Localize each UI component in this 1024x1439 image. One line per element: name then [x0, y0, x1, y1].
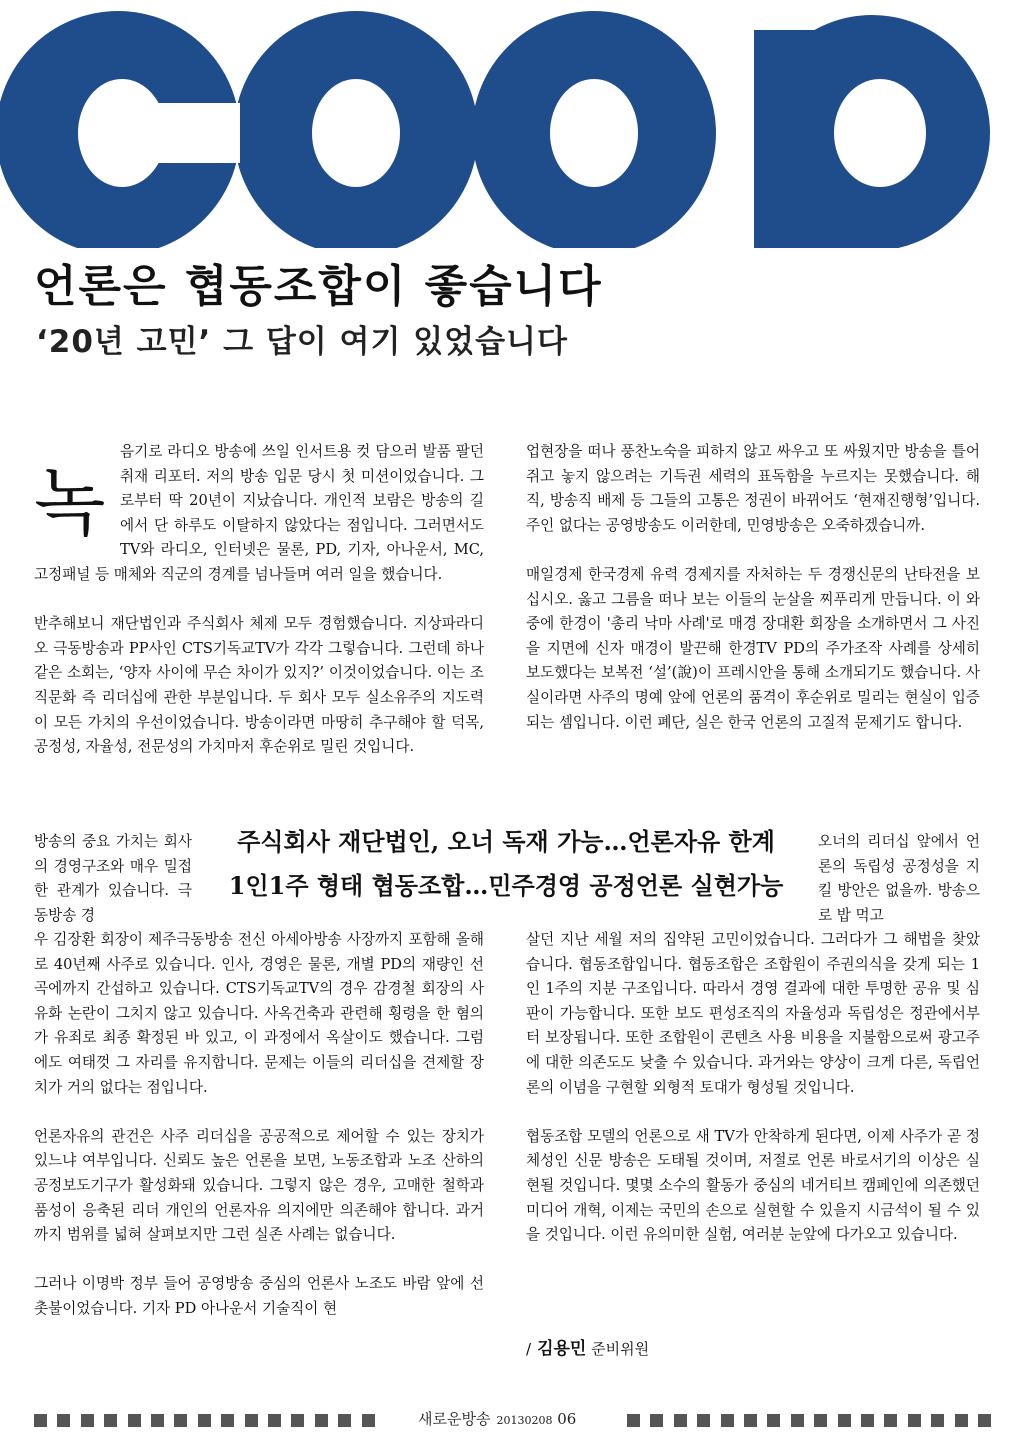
- paragraph-text: 방송의 중요 가치는 회사의 경영구조와 매우 밀접한 관계가 있습니다. 극동방송 경: [34, 833, 192, 924]
- column-right-top: [526, 440, 980, 735]
- pull-quote-line: 주식회사 재단법인, 오너 독재 가능…언론자유 한계: [237, 827, 775, 856]
- footer-square: [81, 1414, 94, 1427]
- footer-square: [57, 1414, 70, 1427]
- issue-date: 20130208: [496, 1414, 553, 1427]
- footer-square: [151, 1414, 164, 1427]
- pull-quote: [206, 820, 806, 908]
- footer-square: [978, 1414, 991, 1427]
- page-footer: [0, 1406, 1024, 1430]
- paragraph: 우 김장환 회장이 제주극동방송 전신 아세아방송 사장까지 포함해 올해로 40년째 사주로 있습니다. 인사, 경영은 물론, 개별 PD의 재량인 선곡에까지 간섭하고 있습니다. CTS기독교TV의 경우 감경철 회장의 사유화 논란이 그치지 않고 있습니다. 사옥건축과 관련해 횡령을 한 혐의가 유죄로 최종 확정된 바 있고, 이 과정에서 옥살이도 했습니다. 그럼에도 여태껏 그 자리를 유지합니다. 문제는 이들의 리더십을 견제할 장치가 거의 없다는 점입니다.: [34, 931, 484, 1096]
- footer-square: [744, 1414, 757, 1427]
- footer-square: [838, 1414, 851, 1427]
- paragraph: 업현장을 떠나 풍찬노숙을 피하지 않고 싸우고 또 싸웠지만 방송을 틀어쥐고 놓지 않으려는 기득권 세력의 표독함을 누르지는 못했습니다. 해직, 방송직 배제 등 그들의 고통은 정권이 바뀌어도 ‘현재진행형’입니다. 주인 없다는 공영방송도 이러한데, 민영방송은 오죽하겠습니까.: [526, 443, 980, 534]
- footer-square: [697, 1414, 710, 1427]
- footer-square: [721, 1414, 734, 1427]
- author-role: 준비위원: [591, 1340, 650, 1358]
- paragraph: 그러나 이명박 정부 들어 공영방송 중심의 언론사 노조도 바람 앞에 선 촛불이었습니다. 기자 PD 아나운서 기술직이 현: [34, 1275, 484, 1317]
- footer-square: [791, 1414, 804, 1427]
- column-left-narrow: [34, 830, 192, 928]
- footer-square: [955, 1414, 968, 1427]
- column-left-top: [34, 440, 484, 760]
- column-right-narrow: [818, 830, 980, 928]
- footer-square: [221, 1414, 234, 1427]
- subheadline: ‘20년 고민’ 그 답이 여기 있었습니다: [36, 324, 568, 360]
- author-name: 김용민: [537, 1339, 587, 1359]
- footer-square: [884, 1414, 897, 1427]
- byline: [526, 1334, 649, 1359]
- publication-name: 새로운방송: [418, 1410, 491, 1428]
- footer-square: [291, 1414, 304, 1427]
- paragraph: [34, 440, 484, 588]
- paragraph: 매일경제 한국경제 유력 경제지를 자처하는 두 경쟁신문의 난타전을 보십시오. 옳고 그름을 떠나 보는 이들의 눈살을 찌푸리게 만듭니다. 이 와중에 한경이 '총리 낙마 사례'로 매경 장대환 회장을 소개하면서 그 사진을 지면에 신자 매경이 발끈해 한경TV PD의 주가조작 사례를 상세히 보도했다는 보복전 ‘설’(說)이 프레시안을 통해 소개되기도 했습니다. 사실이라면 사주의 명예 앞에 언론의 품격이 후순위로 밀리는 현실이 입증되는 셈입니다. 이런 폐단, 실은 한국 언론의 고질적 문제기도 합니다.: [526, 565, 980, 731]
- footer-square: [315, 1414, 328, 1427]
- column-right-bottom: [526, 928, 980, 1248]
- footer-square: [198, 1414, 211, 1427]
- footer-square: [362, 1414, 375, 1427]
- footer-square: [128, 1414, 141, 1427]
- footer-square: [338, 1414, 351, 1427]
- drop-cap: 녹: [34, 460, 106, 546]
- page-number: 06: [557, 1410, 577, 1428]
- column-left-bottom: [34, 928, 484, 1322]
- paragraph: 반추해보니 재단법인과 주식회사 체제 모두 경험했습니다. 지상파라디오 극동방송과 PP사인 CTS기독교TV가 각각 그렇습니다. 그런데 하나같은 소회는, ‘양자 사이에 무슨 차이가 있지?’ 이것이었습니다. 이는 조직문화 즉 리더십에 관한 부분입니다. 두 회사 모두 실소유주의 지도력이 모든 가치의 우선이었습니다. 방송이라면 마땅히 추구해야 할 덕목, 공정성, 자율성, 전문성의 가치마저 후순위로 밀린 것입니다.: [34, 615, 484, 756]
- footer-square: [767, 1414, 780, 1427]
- footer-square: [674, 1414, 687, 1427]
- paragraph-text: 음기로 라디오 방송에 쓰일 인서트용 컷 담으러 발품 팔던 취재 리포터. 저의 방송 입문 당시 첫 미션이었습니다. 그로부터 딱 20년이 지났습니다. 개인적 보람은 방송의 길에서 단 하루도 이탈하지 않았다는 점입니다. 그러면서도 TV와 라디오, 인터넷은 물론, PD, 기자, 아나운서, MC, 고정패널 등 매체와 직군의 경계를 넘나들며 여러 일을 했습니다.: [34, 443, 484, 583]
- footer-square: [908, 1414, 921, 1427]
- footer-square: [34, 1414, 47, 1427]
- footer-square: [627, 1414, 640, 1427]
- paragraph: 살던 지난 세월 저의 집약된 고민이었습니다. 그러다가 그 해법을 찾았습니다. 협동조합입니다. 협동조합은 조합원이 주권의식을 갖게 되는 1인 1주의 지분 구조입니다. 따라서 경영 결과에 대한 투명한 공유 및 심판이 가능합니다. 또한 보도 편성조직의 자율성과 독립성은 정관에서부터 보장됩니다. 또한 조합원이 콘텐츠 사용 비용을 지불함으로써 광고주에 대한 의존도도 낮출 수 있습니다. 과거와는 양상이 크게 다른, 독립언론의 이념을 구현할 외형적 토대가 형성될 것입니다.: [526, 931, 980, 1096]
- footer-square: [104, 1414, 117, 1427]
- footer-square: [814, 1414, 827, 1427]
- paragraph: 협동조합 모델의 언론으로 새 TV가 안착하게 된다면, 이제 사주가 곧 정체성인 신문 방송은 도태될 것이며, 저절로 언론 바로서기의 이상은 실현될 것입니다. 몇몇 소수의 활동가 중심의 네거티브 캠페인에 의존했던 미디어 개혁, 이제는 국민의 손으로 실현할 수 있을지 시금석이 될 수 있을 것입니다. 이런 유의미한 실험, 여러분 눈앞에 다가오고 있습니다.: [526, 1127, 980, 1244]
- footer-square: [174, 1414, 187, 1427]
- pull-quote-line: 1인1주 형태 협동조합…민주경영 공정언론 실현가능: [228, 871, 784, 900]
- byline-slash: /: [526, 1340, 532, 1358]
- paragraph: 언론자유의 관건은 사주 리더십을 공공적으로 제어할 수 있는 장치가 있느냐 여부입니다. 신뢰도 높은 언론을 보면, 노동조합과 노조 산하의 공정보도기구가 활성화돼 있습니다. 그렇지 않은 경우, 고매한 철학과 품성이 응축된 리더 개인의 언론자유 의지에만 의존해야 합니다. 과거까지 범위를 넓혀 살펴보지만 그런 실존 사례는 없습니다.: [34, 1127, 484, 1244]
- footer-square: [931, 1414, 944, 1427]
- coop-logo: [0, 0, 1024, 248]
- footer-square: [268, 1414, 281, 1427]
- paragraph-text: 오너의 리더십 앞에서 언론의 독립성 공정성을 지킬 방안은 없을까. 방송으로 밥 먹고: [818, 833, 980, 924]
- footer-text: [418, 1408, 576, 1429]
- footer-square: [861, 1414, 874, 1427]
- footer-square: [650, 1414, 663, 1427]
- footer-square: [245, 1414, 258, 1427]
- headline: 언론은 협동조합이 좋습니다: [34, 261, 603, 312]
